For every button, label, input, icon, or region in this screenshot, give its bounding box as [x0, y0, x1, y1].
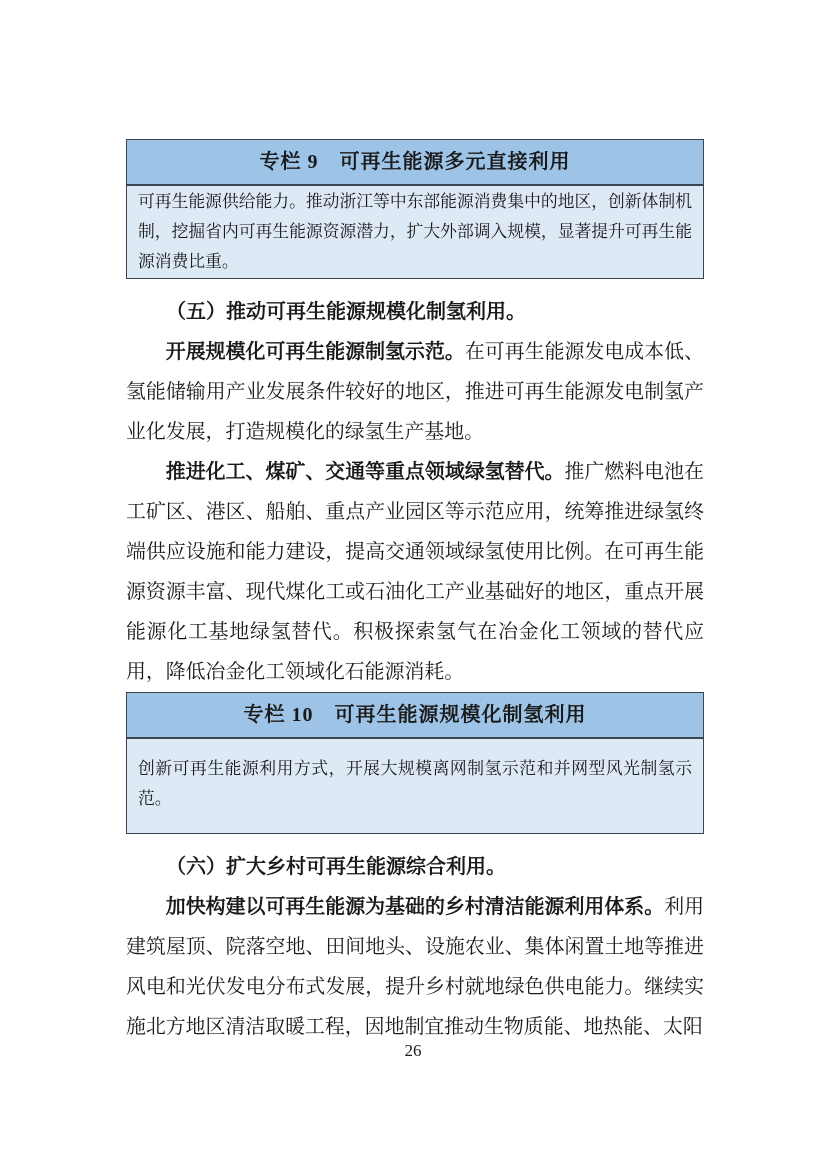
paragraph-hydrogen-demo-lead: 开展规模化可再生能源制氢示范。 [165, 341, 465, 363]
callout-box-10 [126, 692, 704, 834]
page-content [126, 139, 704, 1047]
page-number: 26 [404, 1041, 422, 1060]
callout-box-10-body: 创新可再生能源利用方式，开展大规模离网制氢示范和并网型风光制氢示范。 [127, 739, 703, 833]
callout-box-9 [126, 139, 704, 279]
paragraph-rural-energy-text: 利用建筑屋顶、院落空地、田间地头、设施农业、集体闲置土地等推进风电和光伏发电分布式发展，提升乡村就地绿色供电能力。继续实施北方地区清洁取暖工程，因地制宜推动生物质能、地热能、太阳 [126, 896, 705, 1038]
paragraph-green-hydrogen-substitution-lead: 推进化工、煤矿、交通等重点领域绿氢替代。 [165, 461, 565, 483]
callout-box-9-body: 可再生能源供给能力。推动浙江等中东部能源消费集中的地区，创新体制机制，挖掘省内可再生能源资源潜力，扩大外部调入规模，显著提升可再生能源消费比重。 [127, 186, 703, 278]
callout-box-9-title: 专栏 9 可再生能源多元直接利用 [127, 140, 703, 186]
callout-box-10-title: 专栏 10 可再生能源规模化制氢利用 [127, 693, 703, 739]
paragraph-green-hydrogen-substitution [126, 452, 704, 692]
paragraph-hydrogen-demo [126, 332, 704, 452]
section-5-heading: （五）推动可再生能源规模化制氢利用。 [166, 301, 526, 323]
paragraph-green-hydrogen-substitution-text: 推广燃料电池在工矿区、港区、船舶、重点产业园区等示范应用，统筹推进绿氢终端供应设施和能力建设，提高交通领域绿氢使用比例。在可再生能源资源丰富、现代煤化工或石油化工产业基础好的地区，重点开展能源化工基地绿氢替代。积极探索氢气在冶金化工领域的替代应用，降低冶金化工领域化石能源消耗。 [126, 461, 705, 683]
paragraph-rural-energy [126, 887, 704, 1047]
paragraph-rural-energy-lead: 加快构建以可再生能源为基础的乡村清洁能源利用体系。 [165, 896, 665, 918]
section-6-heading: （六）扩大乡村可再生能源综合利用。 [166, 856, 506, 878]
paragraph-hydrogen-demo-text: 在可再生能源发电成本低、氢能储输用产业发展条件较好的地区，推进可再生能源发电制氢产业化发展，打造规模化的绿氢生产基地。 [126, 341, 705, 443]
